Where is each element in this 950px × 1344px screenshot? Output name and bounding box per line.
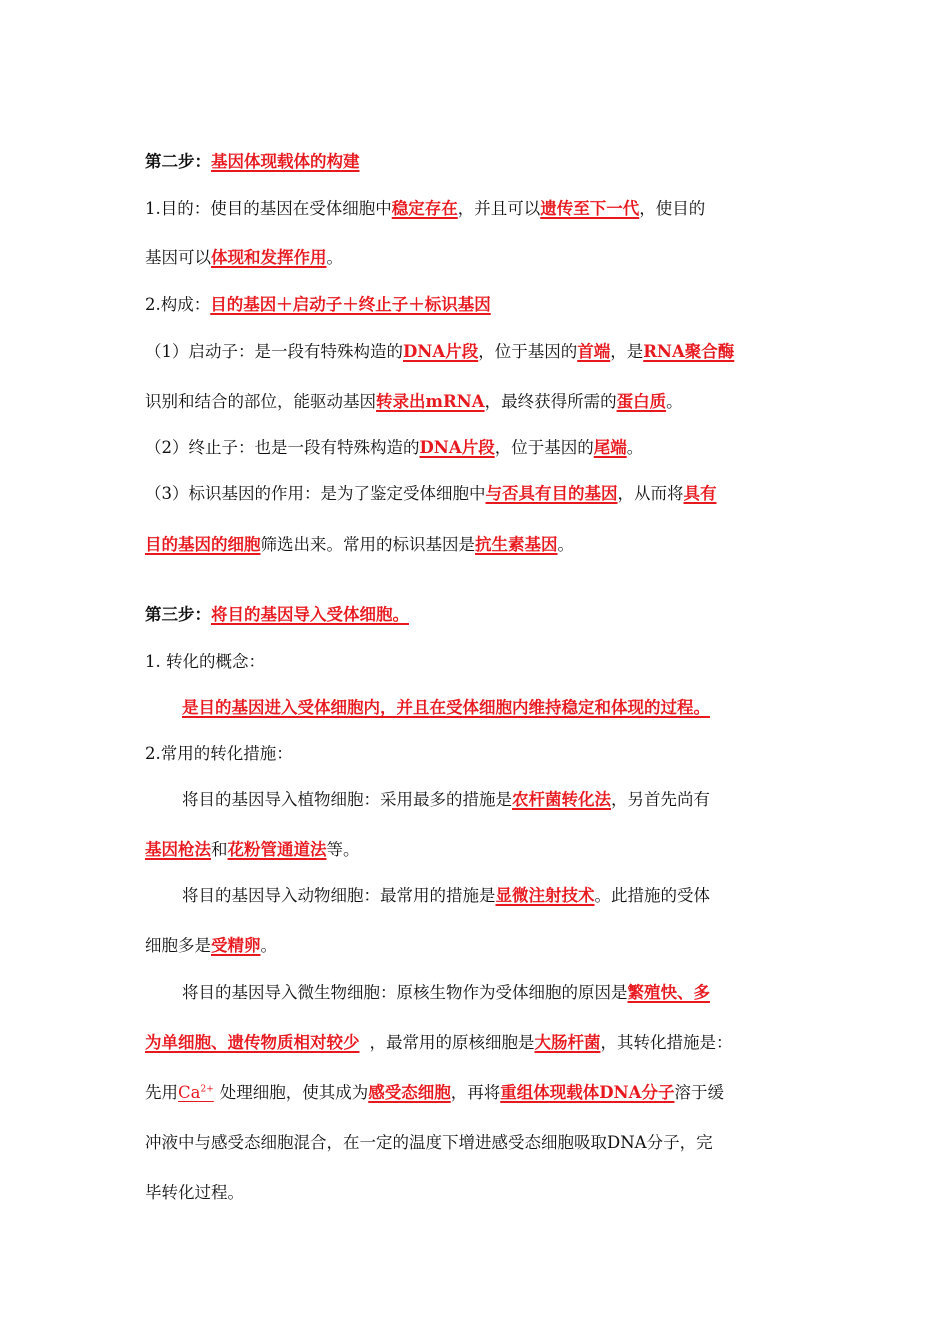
highlight: 尾端 bbox=[593, 438, 627, 457]
highlight: 为单细胞、遗传物质相对较少 bbox=[145, 1033, 360, 1052]
plant-line-1 bbox=[182, 788, 805, 812]
marker-line-1 bbox=[145, 482, 805, 506]
step3-title: 将目的基因导入受体细胞。 bbox=[211, 605, 409, 624]
plant-text: 和 bbox=[211, 840, 228, 859]
highlight: 农杆菌转化法 bbox=[512, 790, 611, 809]
animal-text: 细胞多是 bbox=[145, 936, 211, 955]
step3-heading bbox=[145, 603, 805, 627]
plant-text: 等。 bbox=[326, 840, 360, 859]
concept-body: 是目的基因进入受体细胞内，并且在受体细胞内维持稳定和体现的过程。 bbox=[182, 698, 710, 717]
highlight: 繁殖快、多 bbox=[627, 983, 710, 1002]
highlight: 具有 bbox=[683, 484, 717, 503]
microbe-text: ，最常用的原核细胞是 bbox=[369, 1033, 535, 1052]
microbe-text: 溶于缓 bbox=[674, 1083, 724, 1102]
animal-line-1 bbox=[182, 884, 805, 908]
purpose-text: 基因可以 bbox=[145, 248, 211, 267]
marker-line-2 bbox=[145, 533, 805, 557]
highlight: 显微注射技术 bbox=[495, 886, 595, 905]
highlight: 感受态细胞 bbox=[368, 1083, 451, 1102]
microbe-text: 将目的基因导入微生物细胞：原核生物作为受体细胞的原因是 bbox=[182, 983, 628, 1002]
purpose-line-1 bbox=[145, 197, 805, 221]
highlight: 受精卵 bbox=[211, 936, 261, 955]
highlight: 与否具有目的基因 bbox=[485, 484, 618, 503]
calcium-symbol: Ca bbox=[178, 1083, 201, 1102]
highlight: DNA片段 bbox=[419, 438, 495, 457]
plant-text: ，另首先尚有 bbox=[611, 790, 710, 809]
step2-title: 基因体现载体的构建 bbox=[211, 152, 360, 171]
microbe-line-1 bbox=[182, 981, 805, 1005]
highlight: 首端 bbox=[577, 342, 611, 361]
microbe-text: ，再将 bbox=[450, 1083, 501, 1102]
calcium-charge: 2+ bbox=[200, 1084, 214, 1095]
animal-text: 。 bbox=[260, 936, 277, 955]
plant-text: 将目的基因导入植物细胞：采用最多的措施是 bbox=[182, 790, 512, 809]
promoter-text: 识别和结合的部位，能驱动基因 bbox=[145, 392, 376, 411]
microbe-text: ，其转化措施是： bbox=[600, 1033, 733, 1052]
highlight: 大肠杆菌 bbox=[534, 1033, 601, 1052]
promoter-line-2 bbox=[145, 390, 805, 414]
step2-heading bbox=[145, 150, 805, 174]
microbe-text: 先用 bbox=[145, 1083, 178, 1102]
marker-text: 。 bbox=[557, 535, 574, 554]
highlight: 稳定存在 bbox=[391, 199, 458, 218]
highlight: RNA聚合酶 bbox=[643, 342, 735, 361]
highlight: 目的基因＋启动子＋终止子＋标识基因 bbox=[210, 295, 491, 314]
highlight: 抗生素基因 bbox=[475, 535, 558, 554]
microbe-line-4: 冲液中与感受态细胞混合，在一定的温度下增进感受态细胞吸取DNA分子，完 bbox=[145, 1133, 713, 1152]
purpose-text: 。 bbox=[326, 248, 343, 267]
promoter-text: 。 bbox=[666, 392, 683, 411]
step3-label: 第三步： bbox=[145, 605, 211, 624]
marker-text: 筛选出来。常用的标识基因是 bbox=[260, 535, 475, 554]
terminator-text: 。 bbox=[626, 438, 644, 457]
animal-line-2 bbox=[145, 934, 805, 958]
highlight: DNA片段 bbox=[403, 342, 479, 361]
terminator-text: （2）终止子：也是一段有特殊构造的 bbox=[145, 438, 420, 457]
highlight: 花粉管通道法 bbox=[227, 840, 327, 859]
purpose-line-2 bbox=[145, 246, 805, 270]
microbe-line-2 bbox=[145, 1031, 805, 1055]
microbe-line-5: 毕转化过程。 bbox=[145, 1183, 244, 1202]
marker-text: ，从而将 bbox=[617, 484, 684, 503]
animal-text: 。此措施的受体 bbox=[594, 886, 710, 905]
animal-text: 将目的基因导入动物细胞：最常用的措施是 bbox=[182, 886, 496, 905]
microbe-text: 处理细胞，使其成为 bbox=[219, 1083, 369, 1102]
methods-title: 2.常用的转化措施： bbox=[145, 744, 293, 763]
promoter-text: ，最终获得所需的 bbox=[484, 392, 617, 411]
highlight: 目的基因的细胞 bbox=[145, 535, 261, 554]
calcium-ion bbox=[178, 1083, 214, 1102]
purpose-text: 1.目的：使目的基因在受体细胞中 bbox=[145, 199, 392, 218]
promoter-line-1 bbox=[145, 340, 805, 364]
highlight: 体现和发挥作用 bbox=[211, 248, 327, 267]
plant-line-2 bbox=[145, 838, 805, 862]
promoter-text: ，位于基因的 bbox=[478, 342, 578, 361]
promoter-text: （1）启动子：是一段有特殊构造的 bbox=[145, 342, 403, 361]
highlight: 蛋白质 bbox=[616, 392, 667, 411]
highlight: 基因枪法 bbox=[145, 840, 211, 859]
composition-label: 2.构成： bbox=[145, 295, 211, 314]
concept-title: 1. 转化的概念： bbox=[145, 652, 265, 671]
step2-label: 第二步： bbox=[145, 152, 211, 171]
terminator-line bbox=[145, 436, 805, 460]
terminator-text: ，位于基因的 bbox=[494, 438, 594, 457]
marker-text: （3）标识基因的作用：是为了鉴定受体细胞中 bbox=[145, 484, 486, 503]
highlight: 遗传至下一代 bbox=[540, 199, 640, 218]
purpose-text: ，并且可以 bbox=[457, 199, 541, 218]
highlight: 重组体现载体DNA分子 bbox=[500, 1083, 675, 1102]
highlight: 转录出mRNA bbox=[376, 392, 485, 411]
promoter-text: ，是 bbox=[610, 342, 644, 361]
purpose-text: ，使目的 bbox=[639, 199, 706, 218]
composition-line bbox=[145, 293, 805, 317]
concept-body-line bbox=[182, 696, 805, 720]
microbe-line-3 bbox=[145, 1081, 805, 1105]
